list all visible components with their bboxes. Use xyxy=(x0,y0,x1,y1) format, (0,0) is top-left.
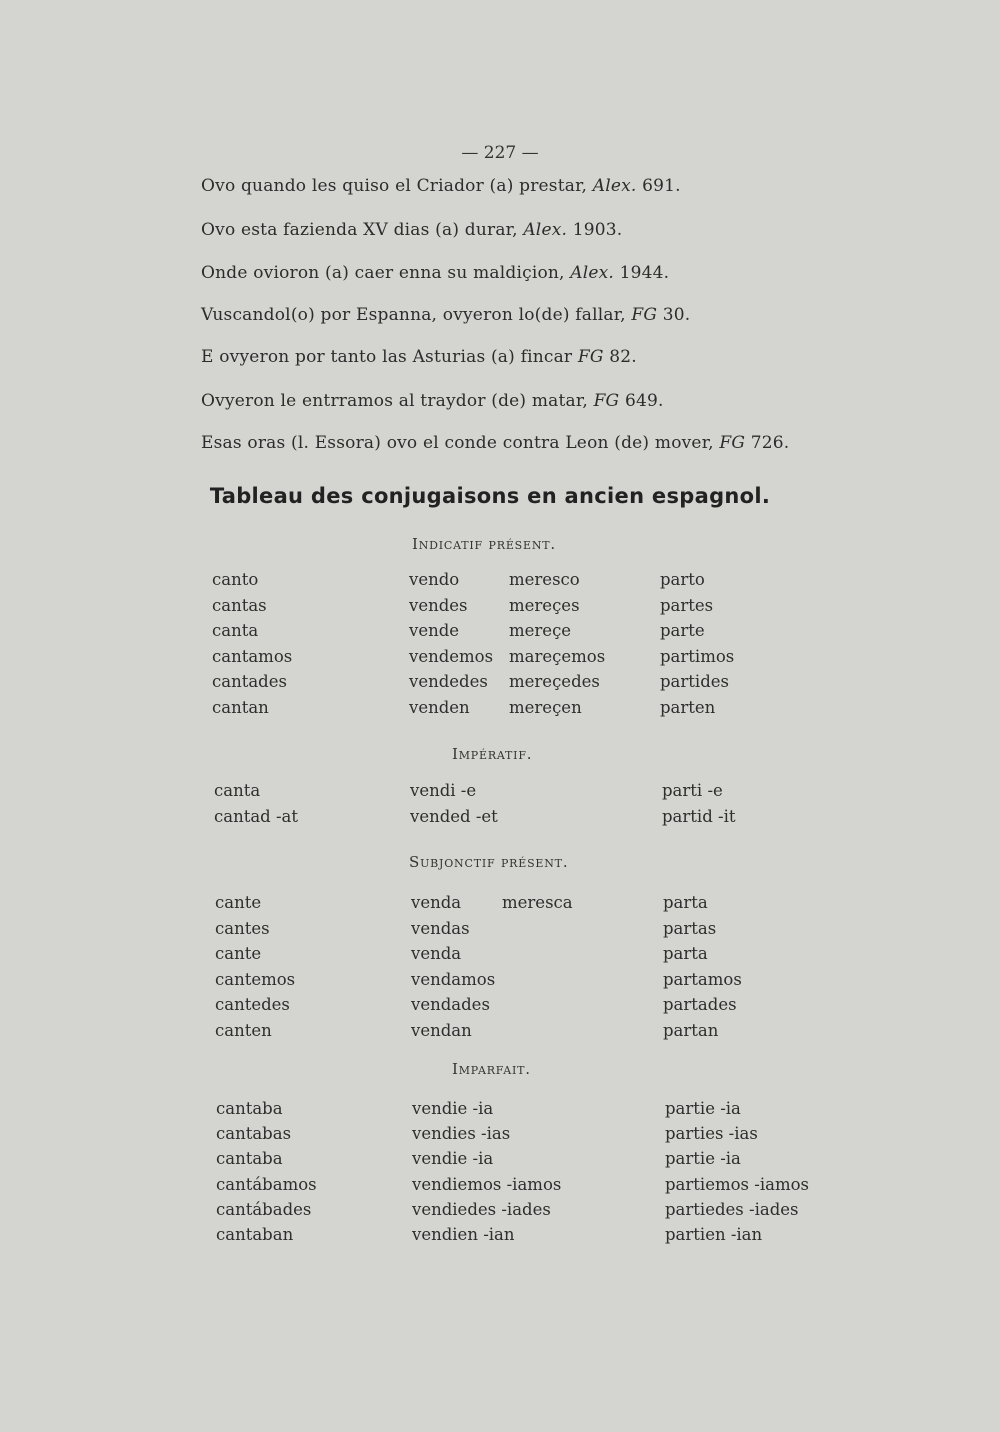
conjugation-form: vendiemos -iamos xyxy=(412,1174,562,1194)
conjugation-form: cantes xyxy=(215,918,270,938)
quote-text: E ovyeron por tanto las Asturias (a) fincar xyxy=(201,347,578,367)
quote-ref: 649. xyxy=(619,391,664,411)
conjugation-form: partid -it xyxy=(662,807,736,826)
quote-ref: 30. xyxy=(657,305,691,325)
conjugation-form: mereçe xyxy=(509,621,572,640)
conjugation-form: canta xyxy=(214,781,261,800)
conjugation-form: vendi -e xyxy=(410,781,477,800)
conjugation-form: vendo xyxy=(409,570,460,589)
quote-source: Alex. xyxy=(592,176,637,196)
quote-ref: 726. xyxy=(745,433,790,453)
conjugation-form: cantaba xyxy=(216,1149,283,1169)
conjugation-form: vendades xyxy=(411,995,490,1014)
conjugation-form: vendien -ian xyxy=(412,1225,515,1244)
conjugation-form: parten xyxy=(660,697,716,717)
quote-line xyxy=(201,263,669,283)
conjugation-form: parta xyxy=(663,944,708,963)
conjugation-form: cantaban xyxy=(216,1225,294,1244)
quote-text: Esas oras (l. Essora) ovo el conde contra Leon (de) mover, xyxy=(201,433,720,453)
quote-source: Alex. xyxy=(570,263,615,283)
conjugation-form: cantábades xyxy=(216,1199,312,1219)
conjugation-form: cante xyxy=(215,944,262,963)
quote-ref: 82. xyxy=(603,347,637,367)
quote-source: Alex. xyxy=(523,220,568,240)
quote-ref: 1903. xyxy=(567,220,623,240)
conjugation-form: parta xyxy=(663,893,708,912)
conjugation-form: parte xyxy=(660,621,705,640)
quote-line xyxy=(201,433,789,453)
quote-source: FG xyxy=(593,391,620,411)
section-heading: Impératif. xyxy=(452,745,533,763)
conjugation-form: vendie -ia xyxy=(412,1149,494,1169)
conjugation-form: meresca xyxy=(502,893,573,912)
conjugation-form: vendan xyxy=(411,1020,472,1040)
conjugation-form: parto xyxy=(660,570,705,589)
quote-source: FG xyxy=(631,305,658,325)
quote-line xyxy=(201,347,637,367)
conjugation-form: partie -ia xyxy=(665,1149,741,1169)
conjugation-form: parti -e xyxy=(662,781,723,800)
conjugation-form: vendamos xyxy=(411,969,496,989)
conjugation-form: cantas xyxy=(212,595,267,615)
quote-line xyxy=(201,391,664,411)
conjugation-form: partie -ia xyxy=(665,1099,741,1118)
table-title: Tableau des conjugaisons en ancien espagnol. xyxy=(209,484,771,508)
conjugation-form: venden xyxy=(409,697,470,717)
quote-text: Ovyeron le entrramos al traydor (de) matar, xyxy=(201,391,594,411)
conjugation-form: canto xyxy=(212,570,259,589)
conjugation-form: cantad -at xyxy=(214,807,299,826)
conjugation-form: vendedes xyxy=(409,672,488,691)
quote-line xyxy=(201,305,690,325)
conjugation-form: cantan xyxy=(212,697,269,717)
conjugation-form: venda xyxy=(411,893,462,912)
quote-text: Ovo esta fazienda XV dias (a) durar, xyxy=(201,220,524,240)
conjugation-form: venda xyxy=(411,944,462,963)
conjugation-form: cantaba xyxy=(216,1099,283,1118)
conjugation-form: partiedes -iades xyxy=(665,1199,799,1219)
page-number: — 227 — xyxy=(461,143,539,163)
conjugation-form: cantades xyxy=(212,672,287,691)
quote-line xyxy=(201,220,622,240)
quote-line xyxy=(201,176,681,196)
quote-source: FG xyxy=(577,347,604,367)
conjugation-form: parties -ias xyxy=(665,1124,758,1144)
conjugation-form: partamos xyxy=(663,969,742,989)
quote-ref: 691. xyxy=(636,176,681,196)
conjugation-form: cantemos xyxy=(215,969,296,989)
conjugation-form: cantábamos xyxy=(216,1174,317,1194)
section-heading: Imparfait. xyxy=(452,1060,531,1078)
conjugation-form: partien -ian xyxy=(665,1225,763,1244)
quote-text: Ovo quando les quiso el Criador (a) prestar, xyxy=(201,176,593,196)
conjugation-form: mereçedes xyxy=(509,672,600,691)
conjugation-form: vendie -ia xyxy=(412,1099,494,1118)
quote-text: Vuscandol(o) por Espanna, ovyeron lo(de) fallar, xyxy=(201,305,632,325)
quote-text: Onde ovioron (a) caer enna su maldiçion, xyxy=(201,263,571,283)
conjugation-form: meresco xyxy=(509,570,580,589)
conjugation-form: partas xyxy=(663,918,717,938)
conjugation-form: mereçen xyxy=(509,697,582,717)
conjugation-form: cantabas xyxy=(216,1124,292,1144)
conjugation-form: vendas xyxy=(411,918,470,938)
conjugation-form: vendies -ias xyxy=(412,1124,511,1144)
conjugation-form: vendes xyxy=(409,595,468,615)
conjugation-form: vended -et xyxy=(410,807,498,826)
conjugation-form: partides xyxy=(660,672,729,691)
quote-source: FG xyxy=(719,433,746,453)
conjugation-form: cantamos xyxy=(212,646,293,666)
conjugation-form: vende xyxy=(409,621,460,640)
section-heading: Subjonctif présent. xyxy=(409,853,569,871)
conjugation-form: mareçemos xyxy=(509,646,606,666)
conjugation-form: partades xyxy=(663,995,737,1014)
conjugation-form: partes xyxy=(660,595,714,615)
conjugation-form: partan xyxy=(663,1020,719,1040)
conjugation-form: cante xyxy=(215,893,262,912)
conjugation-form: vendiedes -iades xyxy=(412,1199,551,1219)
conjugation-form: canta xyxy=(212,621,259,640)
section-heading: Indicatif présent. xyxy=(412,535,556,553)
conjugation-form: partiemos -iamos xyxy=(665,1174,809,1194)
conjugation-form: vendemos xyxy=(409,646,494,666)
quote-ref: 1944. xyxy=(614,263,670,283)
conjugation-form: cantedes xyxy=(215,995,290,1014)
conjugation-form: canten xyxy=(215,1020,272,1040)
conjugation-form: partimos xyxy=(660,646,735,666)
conjugation-form: mereçes xyxy=(509,595,580,615)
